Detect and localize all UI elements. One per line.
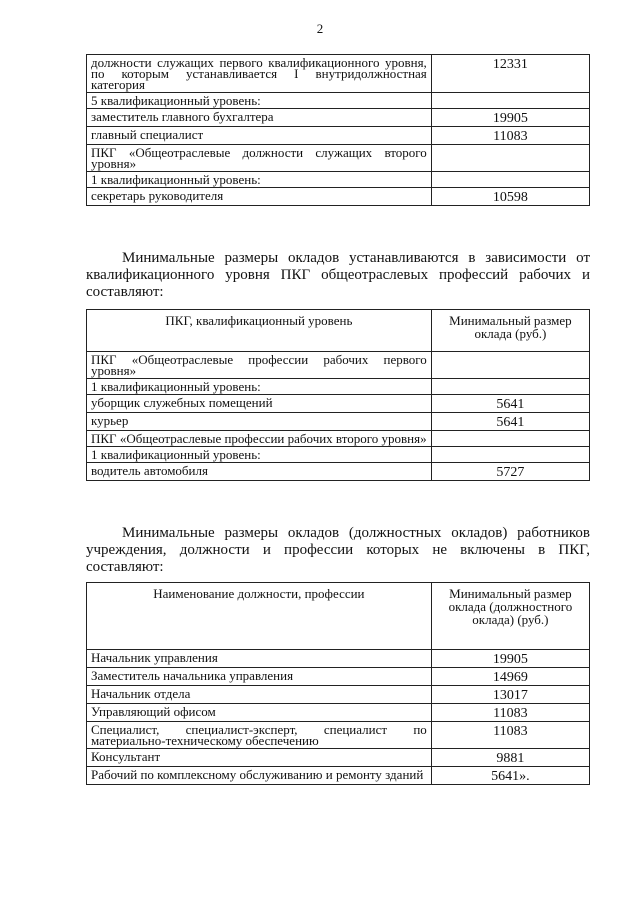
header-min-salary: Минимальный размер оклада (должностного оклада) (руб.)	[431, 583, 589, 650]
cell-salary: 14969	[431, 668, 589, 686]
table-row	[87, 722, 590, 749]
table-row	[87, 686, 590, 704]
cell-salary: 19905	[431, 650, 589, 668]
cell-name: курьер	[87, 413, 432, 431]
workers-salary-intro-paragraph: Минимальные размеры окладов устанавливаются в зависимости от квалификационного уровня ПКГ общеотраслевых профессий рабочих и составляют:	[86, 250, 590, 300]
cell-name: Управляющий офисом	[87, 704, 432, 722]
table-header-row	[87, 310, 590, 352]
cell-salary: 11083	[431, 127, 589, 145]
table-row	[87, 188, 590, 206]
cell-name: главный специалист	[87, 127, 432, 145]
cell-name: 1 квалификационный уровень:	[87, 172, 432, 188]
pkg-employees-salary-table	[86, 54, 590, 206]
table-row	[87, 431, 590, 447]
cell-salary: 12331	[431, 55, 589, 93]
header-pkg-level: ПКГ, квалификационный уровень	[87, 310, 432, 352]
cell-salary: 11083	[431, 704, 589, 722]
cell-salary: 10598	[431, 188, 589, 206]
table-row	[87, 109, 590, 127]
table-row	[87, 413, 590, 431]
table-row	[87, 93, 590, 109]
table-header-row	[87, 583, 590, 650]
cell-salary	[431, 145, 589, 172]
cell-name: должности служащих первого квалификационного уровня, по которым устанавливается I внутридолжностная категория	[87, 55, 432, 93]
pkg-workers-salary-table	[86, 309, 590, 481]
cell-name: Начальник отдела	[87, 686, 432, 704]
cell-salary	[431, 431, 589, 447]
header-position-name: Наименование должности, профессии	[87, 583, 432, 650]
cell-name: ПКГ «Общеотраслевые должности служащих второго уровня»	[87, 145, 432, 172]
cell-name: уборщик служебных помещений	[87, 395, 432, 413]
page-number: 2	[316, 21, 324, 36]
table-row	[87, 447, 590, 463]
cell-name: секретарь руководителя	[87, 188, 432, 206]
other-positions-salary-table	[86, 582, 590, 785]
cell-salary: 5641	[431, 395, 589, 413]
table-row	[87, 55, 590, 93]
table-row	[87, 767, 590, 785]
cell-salary: 5727	[431, 463, 589, 481]
cell-salary: 5641	[431, 413, 589, 431]
cell-name: Заместитель начальника управления	[87, 668, 432, 686]
cell-salary: 5641».	[431, 767, 589, 785]
cell-name: Специалист, специалист-эксперт, специалист по материально-техническому обеспечению	[87, 722, 432, 749]
cell-name: ПКГ «Общеотраслевые профессии рабочих первого уровня»	[87, 352, 432, 379]
cell-name: 5 квалификационный уровень:	[87, 93, 432, 109]
table-row	[87, 395, 590, 413]
cell-name: заместитель главного бухгалтера	[87, 109, 432, 127]
cell-salary	[431, 172, 589, 188]
table-row	[87, 145, 590, 172]
cell-salary	[431, 379, 589, 395]
other-positions-intro-paragraph: Минимальные размеры окладов (должностных окладов) работников учреждения, должности и профессии которых не включены в ПКГ, составляют:	[86, 525, 590, 575]
cell-salary: 9881	[431, 749, 589, 767]
cell-name: ПКГ «Общеотраслевые профессии рабочих второго уровня»	[87, 431, 432, 447]
table-row	[87, 379, 590, 395]
cell-salary: 11083	[431, 722, 589, 749]
cell-name: Рабочий по комплексному обслуживанию и ремонту зданий	[87, 767, 432, 785]
table-row	[87, 172, 590, 188]
cell-salary	[431, 352, 589, 379]
cell-salary: 19905	[431, 109, 589, 127]
table-row	[87, 650, 590, 668]
cell-name: 1 квалификационный уровень:	[87, 447, 432, 463]
table-row	[87, 668, 590, 686]
table-row	[87, 127, 590, 145]
cell-name: водитель автомобиля	[87, 463, 432, 481]
cell-salary: 13017	[431, 686, 589, 704]
cell-name: 1 квалификационный уровень:	[87, 379, 432, 395]
table-row	[87, 352, 590, 379]
cell-name: Начальник управления	[87, 650, 432, 668]
table-row	[87, 704, 590, 722]
cell-name: Консультант	[87, 749, 432, 767]
table-row	[87, 749, 590, 767]
header-min-salary: Минимальный размер оклада (руб.)	[431, 310, 589, 352]
cell-salary	[431, 93, 589, 109]
cell-salary	[431, 447, 589, 463]
table-row	[87, 463, 590, 481]
